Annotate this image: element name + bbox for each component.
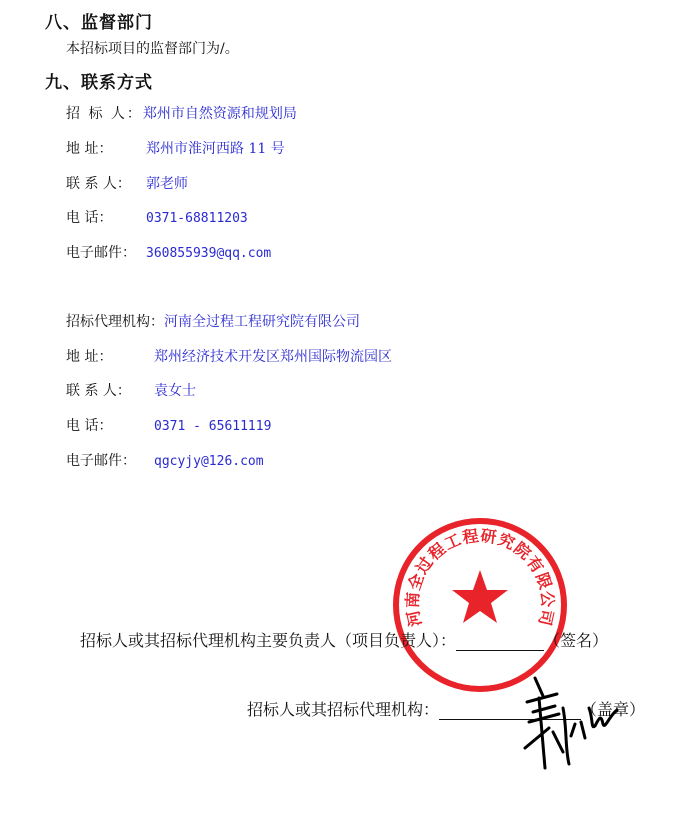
agency-name-label: 招标代理机构：	[66, 314, 164, 330]
tenderer-name-row	[66, 103, 297, 123]
org-label: 招标人或其招标代理机构：	[247, 700, 440, 719]
tenderer-address-label: 地 址：	[66, 141, 113, 157]
tenderer-email-label: 电子邮件：	[66, 245, 136, 261]
agency-phone: 0371 - 65611119	[154, 419, 272, 434]
agency-email-label: 电子邮件：	[66, 453, 136, 469]
tenderer-name: 郑州市自然资源和规划局	[142, 106, 297, 122]
handwritten-signature-icon	[505, 668, 625, 778]
responsible-suffix: （签名）	[544, 631, 609, 650]
tenderer-phone: 0371-68811203	[146, 211, 248, 226]
section-9-heading: 九、联系方式	[45, 73, 153, 93]
tenderer-contact-row	[66, 173, 188, 193]
agency-name: 河南全过程工程研究院有限公司	[164, 314, 360, 330]
agency-contact: 袁女士	[154, 383, 196, 399]
section-8-heading: 八、监督部门	[45, 13, 153, 33]
responsible-signature-line[interactable]	[456, 634, 544, 651]
responsible-signature-row	[80, 628, 608, 651]
tenderer-email[interactable]: 360855939@qq.com	[146, 246, 272, 261]
responsible-label: 招标人或其招标代理机构主要负责人（项目负责人）：	[80, 631, 457, 650]
tenderer-contact-label: 联 系 人：	[66, 176, 131, 192]
tenderer-email-row	[66, 242, 271, 262]
agency-contact-label: 联 系 人：	[66, 383, 131, 399]
seal-star	[452, 570, 508, 623]
agency-address-row	[66, 346, 392, 366]
agency-phone-row	[66, 415, 271, 435]
tenderer-name-label: 招 标 人：	[66, 106, 143, 122]
agency-phone-label: 电 话：	[66, 418, 113, 434]
org-suffix: （盖章）	[581, 700, 646, 719]
agency-email[interactable]: qgcyjy@126.com	[154, 454, 264, 469]
agency-address: 郑州经济技术开发区郑州国际物流园区	[154, 349, 392, 365]
tenderer-address: 郑州市淮河西路 11 号	[146, 141, 285, 157]
supervision-text: 本招标项目的监督部门为/。	[66, 41, 239, 57]
agency-email-row	[66, 450, 264, 470]
agency-address-label: 地 址：	[66, 349, 113, 365]
agency-name-row	[66, 311, 360, 331]
seal-text: 河南全过程工程研究院有限公司	[402, 525, 558, 629]
tenderer-address-row	[66, 138, 285, 158]
tenderer-contact: 郭老师	[146, 176, 188, 192]
tenderer-phone-row	[66, 207, 248, 227]
tenderer-phone-label: 电 话：	[66, 210, 113, 226]
agency-contact-row	[66, 380, 196, 400]
